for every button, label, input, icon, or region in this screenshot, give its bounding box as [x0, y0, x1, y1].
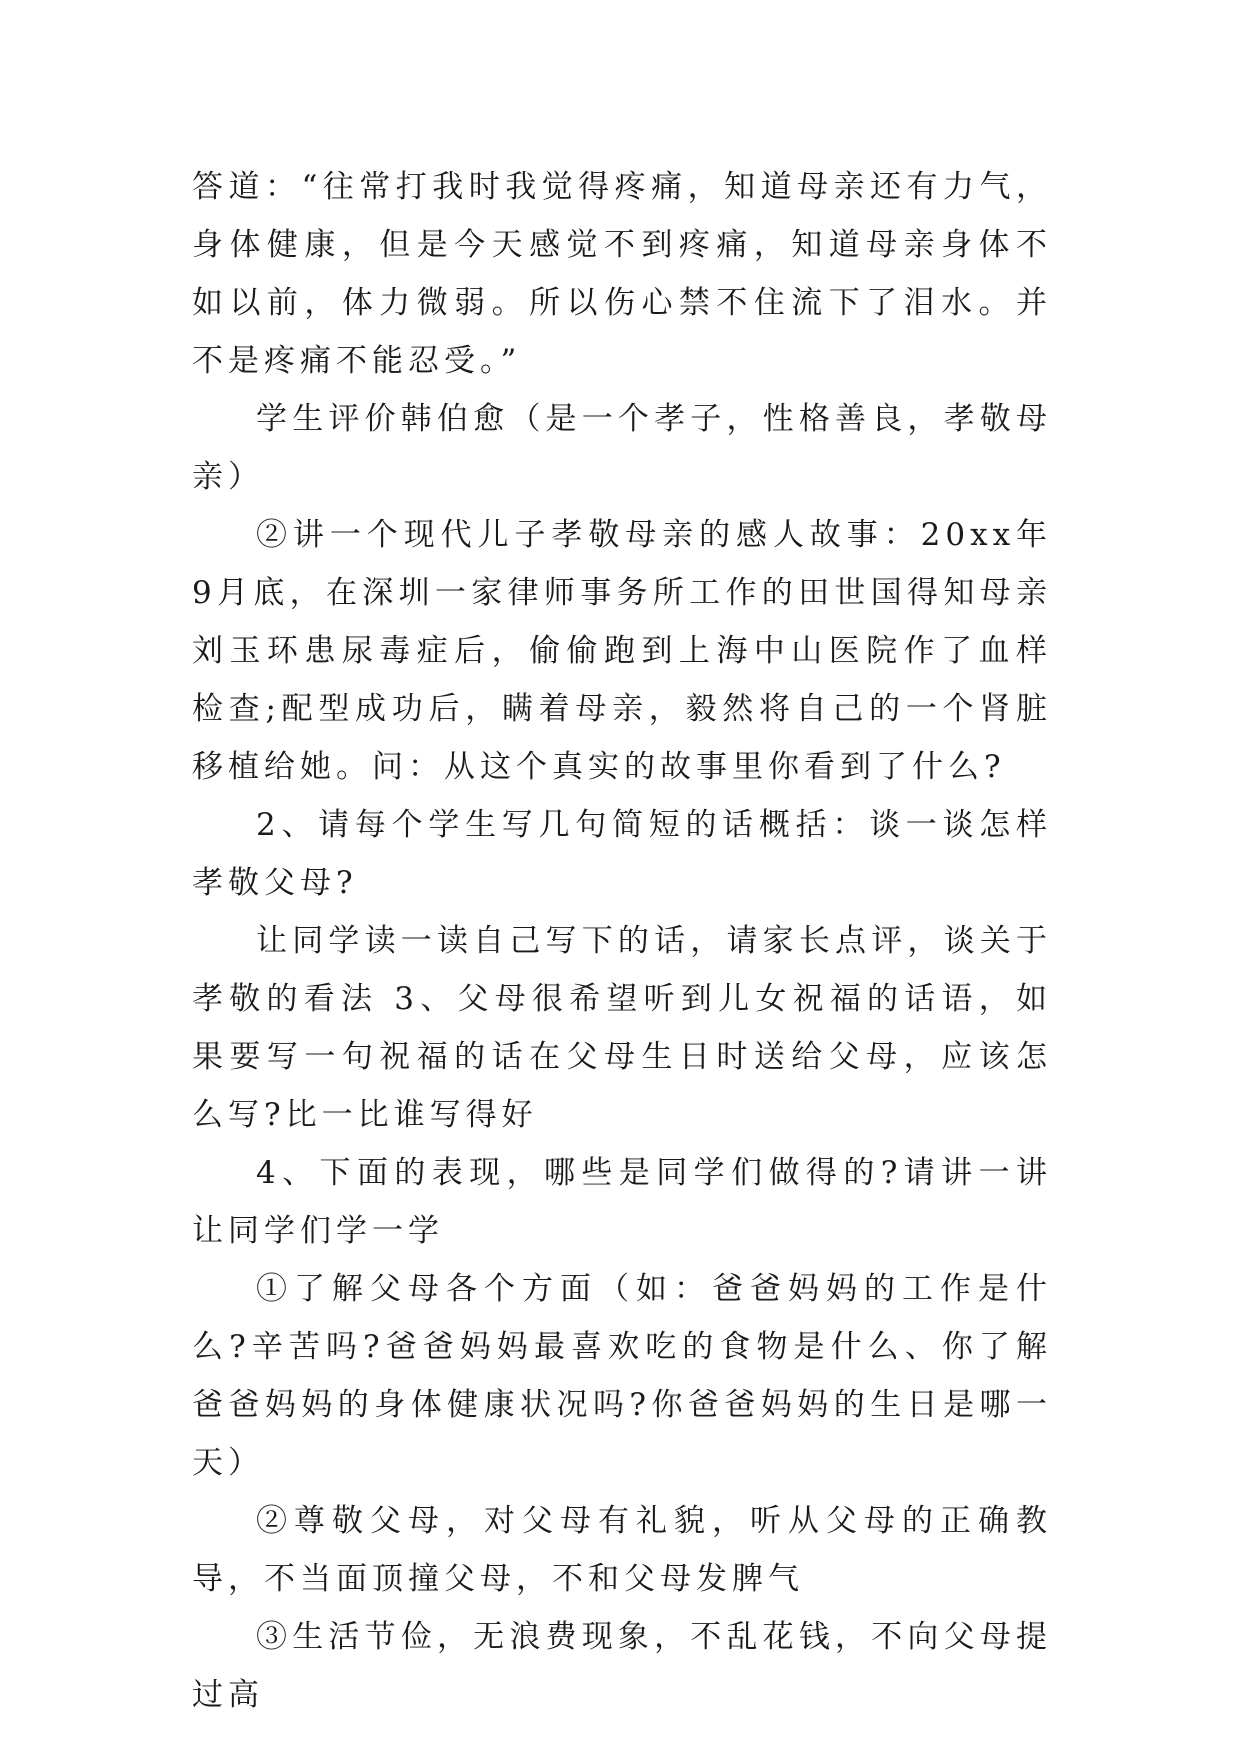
paragraph-reading-and-item-3: 让同学读一读自己写下的话，请家长点评，谈关于孝敬的看法 3、父母很希望听到儿女祝福的话语，如果要写一句祝福的话在父母生日时送给父母，应该怎么写?比一比谁写得好 [192, 923, 1052, 1133]
paragraph-answer: 答道：“往常打我时我觉得疼痛，知道母亲还有力气，身体健康，但是今天感觉不到疼痛，知道母亲身体不如以前，体力微弱。所以伤心禁不住流下了泪水。并不是疼痛不能忍受。” [192, 169, 1052, 379]
paragraph-evaluation: 学生评价韩伯愈（是一个孝子，性格善良，孝敬母亲） [192, 401, 1052, 495]
body-text [192, 158, 1052, 1724]
paragraph-subitem-1: ①了解父母各个方面（如：爸爸妈妈的工作是什么?辛苦吗?爸爸妈妈最喜欢吃的食物是什么、你了解爸爸妈妈的身体健康状况吗?你爸爸妈妈的生日是哪一天） [192, 1271, 1052, 1481]
paragraph-item-2: 2、请每个学生写几句简短的话概括：谈一谈怎样孝敬父母? [192, 807, 1052, 901]
paragraph-item-4: 4、下面的表现，哪些是同学们做得的?请讲一讲让同学们学一学 [192, 1155, 1052, 1249]
paragraph-subitem-3: ③生活节俭，无浪费现象，不乱花钱，不向父母提过高 [192, 1619, 1052, 1713]
paragraph-modern-story: ②讲一个现代儿子孝敬母亲的感人故事：20xx年9月底，在深圳一家律师事务所工作的田世国得知母亲刘玉环患尿毒症后，偷偷跑到上海中山医院作了血样检查;配型成功后，瞒着母亲，毅然将自己的一个肾脏移植给她。问：从这个真实的故事里你看到了什么? [192, 517, 1052, 785]
paragraph-subitem-2: ②尊敬父母，对父母有礼貌，听从父母的正确教导，不当面顶撞父母，不和父母发脾气 [192, 1503, 1052, 1597]
